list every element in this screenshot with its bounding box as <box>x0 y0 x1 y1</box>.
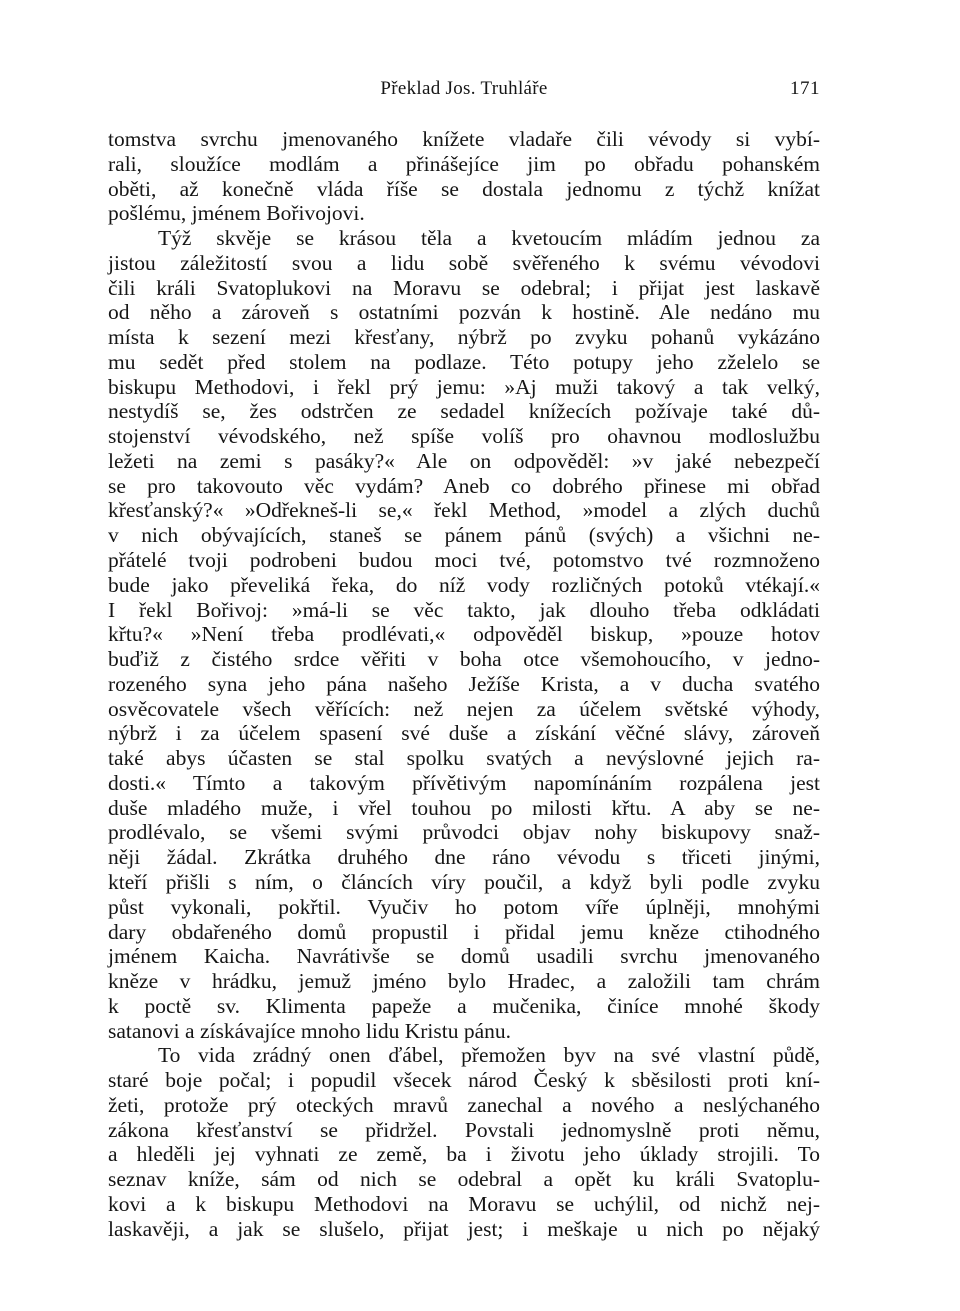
text-line: Týž skvěje se krásou těla a kvetoucím mládím jednou za <box>158 226 820 251</box>
text-line: dosti.« Tímto a takovým přívětivým napomínáním rozpálena jest <box>108 770 820 795</box>
body-text <box>108 127 820 1241</box>
running-head <box>108 78 820 104</box>
text-line: buďiž z čistého srdce věřiti v boha otce všemohoucího, v jedno- <box>108 647 820 672</box>
text-line: osvěcovatele všech věřících: než nejen za účelem světské výhody, <box>108 696 820 721</box>
text-line: I řekl Bořivoj: »má-li se věc takto, jak dlouho třeba odkládati <box>108 597 820 622</box>
text-line: něji žádal. Zkrátka druhého dne ráno vévodu s třiceti jinými, <box>108 845 820 870</box>
text-line: také abys účasten se stal spolku svatých a nevýslovné jejich ra- <box>108 746 820 771</box>
text-line: v nich obývajících, staneš se pánem pánů (svých) a všichni ne- <box>108 523 820 548</box>
text-line: seznav kníže, sám od nich se odebral a opět ku králi Svatoplu- <box>108 1167 820 1192</box>
text-line: pošlému, jménem Bořivojovi. <box>108 201 365 226</box>
text-line: nestydíš se, žes odstrčen ze sedadel knížecích požívaje také dů- <box>108 399 820 424</box>
text-line: kovi a k biskupu Methodovi na Moravu se uchýlil, od nichž nej- <box>108 1191 820 1216</box>
text-line: staré boje počal; i popudil všecek národ Český k sběsilosti proti kní- <box>108 1068 820 1093</box>
text-line: rali, sloužíce modlám a přinášejíce jim po obřadu pohanském <box>108 151 820 176</box>
text-line: kněze v hrádku, jemuž jméno bylo Hradec, a založili tam chrám <box>108 969 820 994</box>
text-line: mu sedět před stolem na podlaze. Této potupy jeho zželelo se <box>108 349 820 374</box>
text-line: k poctě sv. Klimenta papeže a mučenika, činíce mnohé škody <box>108 993 820 1018</box>
text-line: jménem Kaicha. Navrátivše se domů usadili svrchu jmenovaného <box>108 944 820 969</box>
text-line: satanovi a získávajíce mnoho lidu Kristu pánu. <box>108 1018 512 1043</box>
text-line: od něho a zároveň s ostatními pozván k hostině. Ale nedáno mu <box>108 300 820 325</box>
text-line: zákona křesťanství se přidržel. Povstali jednomyslně proti němu, <box>108 1117 820 1142</box>
text-line: a hleděli jej vyhnati ze země, ba i životu jeho úklady strojili. To <box>108 1142 820 1167</box>
text-line: biskupu Methodovi, i řekl prý jemu: »Aj muži takový a tak velký, <box>108 374 820 399</box>
page-number: 171 <box>790 78 820 99</box>
text-line: čili králi Svatoplukovi na Moravu se odebral; i přijat jest laskavě <box>108 275 820 300</box>
text-line: prodlévalo, se všemi svými průvodci objav nohy biskupovy snaž- <box>108 820 820 845</box>
text-line: místa k sezení mezi křesťany, nýbrž po zvyku pohanů vykázáno <box>108 325 820 350</box>
text-line: To vida zrádný onen ďábel, přemožen byv na své vlastní půdě, <box>158 1043 820 1068</box>
text-line: tomstva svrchu jmenovaného knížete vladaře čili vévody si vybí- <box>108 127 820 151</box>
text-line: křtu?« »Není třeba prodlévati,« odpověděl biskup, »pouze hotov <box>108 622 820 647</box>
text-line: kteří přišli s ním, o článcích víry poučil, a když byli podle zvyku <box>108 869 820 894</box>
text-line: laskavěji, a jak se slušelo, přijat jest; i meškaje u nich po nějaký <box>108 1216 820 1241</box>
text-line: stojenství vévodského, než spíše volíš pro ohavnou modloslužbu <box>108 424 820 449</box>
text-line: dary obdařeného domů propustil i přidal jemu kněze ctihodného <box>108 919 820 944</box>
text-line: křesťanský?« »Odřekneš-li se,« řekl Method, »model a zlých duchů <box>108 498 820 523</box>
text-line: nýbrž i za účelem spasení své duše a získání věčné slávy, zároveň <box>108 721 820 746</box>
running-title: Překlad Jos. Truhláře <box>380 78 548 99</box>
text-line: ležeti na zemi s pasáky?« Ale on odpověděl: »v jaké nebezpečí <box>108 448 820 473</box>
text-line: půst vykonali, pokřtil. Vyučiv ho potom víře úplněji, mnohými <box>108 894 820 919</box>
text-line: se pro takovouto věc vydám? Aneb co dobrého přinese mi obřad <box>108 473 820 498</box>
text-line: žeti, protože prý oteckých mravů zanechal a nového a neslýchaného <box>108 1092 820 1117</box>
text-line: přátelé tvoji podrobeni budou moci tvé, potomstvo tvé rozmnoženo <box>108 548 820 573</box>
text-line: duše mladého muže, i vřel touhou po milosti křtu. A aby se ne- <box>108 795 820 820</box>
text-line: jistou záležitostí svou a lidu sobě svěřeného k svému vévodovi <box>108 250 820 275</box>
text-line: bude jako převeliká řeka, do níž vody rozličných potoků vtékají.« <box>108 572 820 597</box>
text-line: rozeného syna jeho pána našeho Ježíše Krista, a v ducha svatého <box>108 671 820 696</box>
text-line: oběti, až konečně vláda říše se dostala jednomu z týchž knížat <box>108 176 820 201</box>
